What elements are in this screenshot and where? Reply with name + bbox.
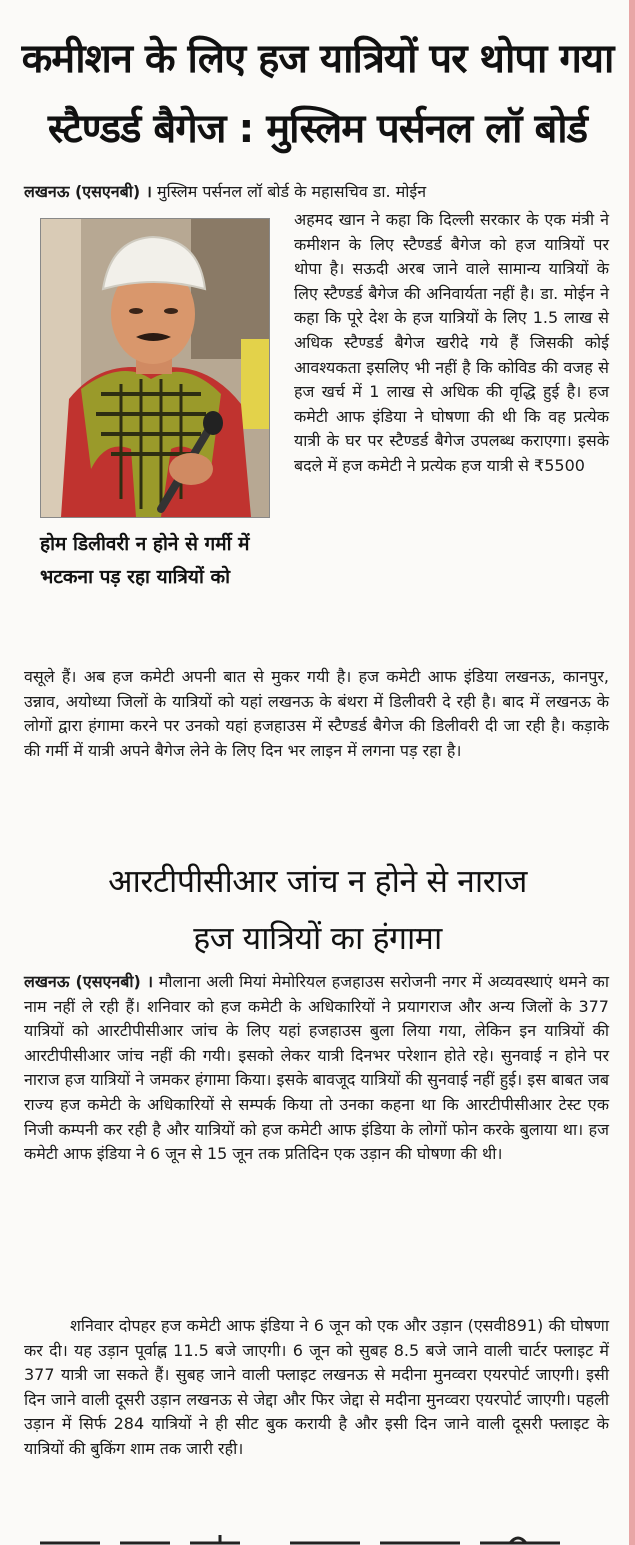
article2-headline-line1: आरटीपीसीआर जांच न होने से नाराज (108, 862, 527, 900)
news-photo (40, 218, 270, 518)
article1-full-width-text: वसूले हैं। अब हज कमेटी अपनी बात से मुकर गयी है। हज कमेटी आफ इंडिया लखनऊ, कानपुर, उन्नाव, अयोध्या जिलों के यात्रियों को यहां लखनऊ के बंथरा में डिलीवरी दे रही है। बाद में लखनऊ के लोगों द्वारा हंगामा करने पर उनको यहां हजहाउस में स्टैण्डर्ड बैगेज की डिलीवरी दी जा रही है। कड़ाके की गर्मी में यात्री अपने बैगेज लेने के लिए दिन भर लाइन में लगना पड़ रहा है। (24, 667, 609, 760)
article1-lead-text: मुस्लिम पर्सनल लॉ बोर्ड के महासचिव डा. मोईन (156, 182, 427, 201)
article1-headline-line1: कमीशन के लिए हज यात्रियों पर थोपा गया (21, 36, 614, 82)
speaker-photo-illustration (41, 219, 269, 517)
page-edge-rule (629, 0, 635, 1545)
article1-dateline: लखनऊ (एसएनबी) । (24, 182, 152, 201)
article2-headline-line2: हज यात्रियों का हंगामा (193, 919, 442, 957)
article2-dateline: लखनऊ (एसएनबी) । (24, 972, 154, 991)
next-headline-cutoff (40, 1525, 560, 1545)
photo-caption: होम डिलीवरी न होने से गर्मी में भटकना पड़ रहा यात्रियों को (40, 533, 250, 588)
article1-lead (24, 180, 609, 205)
article2-paragraph2: शनिवार दोपहर हज कमेटी आफ इंडिया ने 6 जून को एक और उड़ान (एसवी891) की घोषणा कर दी। यह उड़ान पूर्वाह्न 11.5 बजे जाएगी। 6 जून को सुबह 8.5 बजे जाने वाली चार्टर फ्लाइट में 377 यात्री जा सकते हैं। सुबह जाने वाली फ्लाइट लखनऊ से मदीना मुनव्वरा एयरपोर्ट जाएगी। इसी दिन जाने वाली दूसरी उड़ान लखनऊ से जेद्दा और फिर जेद्दा से मदीना मुनव्वरा एयरपोर्ट जाएगी। पहली उड़ान में सिर्फ 284 यात्रियों ने ही सीट बुक करायी है और इसी दिन जाने वाली दूसरी फ्लाइट के यात्रियों की बुकिंग शाम तक जारी रही। (24, 1316, 609, 1458)
article2-paragraph1 (24, 970, 609, 1167)
article2-paragraph1-text: मौलाना अली मियां मेमोरियल हजहाउस सरोजनी नगर में अव्यवस्थाएं थमने का नाम नहीं ले रही हैं। शनिवार को हज कमेटी के अधिकारियों ने प्रयागराज और अन्य जिलों के 377 यात्रियों को आरटीपीसीआर जांच के लिए यहां हजहाउस बुला लिया गया, लेकिन इन यात्रियों की आरटीपीसीआर जांच नहीं की गयी। इसको लेकर यात्री दिनभर परेशान होते रहे। सुनवाई न होने पर नाराज हज यात्रियों ने जमकर हंगामा किया। इसके बावजूद यात्रियों की सुनवाई नहीं हुई। इस बाबत जब राज्य हज कमेटी के अधिकारियों से सम्पर्क किया तो उनका कहना था कि आरटीपीसीआर टेस्ट एक निजी कम्पनी कर रही है और यात्रियों को हज कमेटी आफ इंडिया के लोगों फोन करके बुलाया था। हज कमेटी आफ इंडिया ने 6 जून से 15 जून तक प्रतिदिन एक उड़ान की घोषणा की थी। (24, 972, 609, 1164)
article1-headline-line2: स्टैण्डर्ड बैगेज : मुस्लिम पर्सनल लॉ बोर्ड (47, 106, 588, 152)
article1-column-text: अहमद खान ने कहा कि दिल्ली सरकार के एक मंत्री ने कमीशन के लिए स्टैण्डर्ड बैगेज को हज यात्रियों पर थोपा है। सऊदी अरब जाने वाले सामान्य यात्रियों के लिए स्टैण्डर्ड बैगेज की अनिवार्यता नहीं है। डा. मोईन ने कहा कि पूरे देश के हज यात्रियों के लिए 1.5 लाख से अधिक स्टैण्डर्ड बैगेज खरीदे गये हैं जिसकी कोई आवश्यकता इसलिए भी नहीं है कि कोविड की वजह से हज खर्च में 1 लाख से अधिक की वृद्धि हुई है। हज कमेटी आफ इंडिया ने घोषणा की थी कि वह प्रत्येक यात्री के घर पर स्टैण्डर्ड बैगेज उपलब्ध कराएगा। इसके बदले में हज कमेटी ने प्रत्येक हज यात्री से ₹5500 (294, 210, 609, 475)
